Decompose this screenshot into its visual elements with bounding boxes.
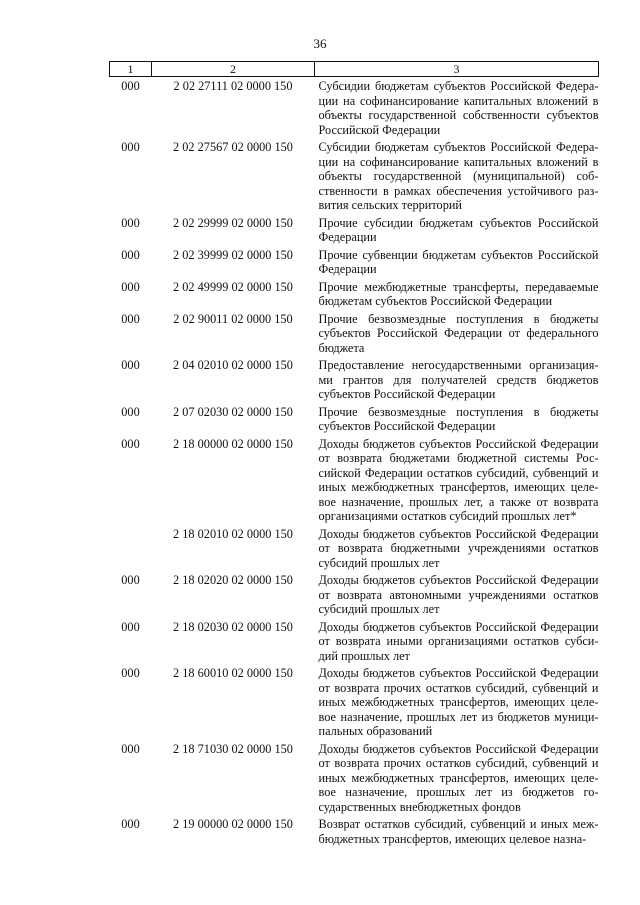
- revenue-name-cell: Субсидии бюджетам субъектов Российской Федера-ции на софинансирование капитальных вложений в объекты государственной собственности субъектов Российской Федерации: [318, 79, 599, 137]
- table-row: [110, 140, 599, 216]
- page-number: 36: [313, 36, 327, 51]
- admin-code-cell: 000: [121, 404, 140, 419]
- table-row: [110, 216, 599, 248]
- budget-code-cell: 2 02 29999 02 0000 150: [173, 215, 293, 230]
- budget-code-cell: 2 18 60010 02 0000 150: [173, 666, 293, 680]
- admin-code-cell: 000: [121, 817, 140, 831]
- revenue-name-cell: Прочие безвозмездные поступления в бюджеты субъектов Российской Федерации: [318, 404, 599, 433]
- table-header-row: [110, 62, 599, 77]
- revenue-name-cell: Субсидии бюджетам субъектов Российской Федера-ции на софинансирование капитальных вложений в объекты государственной (муниципальной) соб-ственности в рамках обеспечения устойчивого раз-вития сельских территорий: [318, 140, 599, 212]
- revenue-name-cell: Доходы бюджетов субъектов Российской Федерации от возврата автономными учреждениями остатков субсидий прошлых лет: [318, 573, 599, 616]
- revenue-name-cell: Прочие безвозмездные поступления в бюджеты субъектов Российской Федерации от федерального бюджета: [318, 311, 599, 355]
- budget-code-cell: 2 18 02020 02 0000 150: [173, 573, 293, 587]
- table-row: [110, 280, 599, 312]
- admin-code-cell: 000: [121, 666, 140, 680]
- budget-code-cell: 2 02 39999 02 0000 150: [173, 247, 293, 262]
- table-row: [110, 405, 599, 437]
- table-row: [110, 527, 599, 574]
- column-header-3: 3: [315, 62, 599, 77]
- admin-code-cell: 000: [121, 436, 140, 451]
- revenue-name-cell: Доходы бюджетов субъектов Российской Федерации от возврата прочих остатков субсидий, субвенций и иных межбюджетных трансфертов, имеющих целе-вое назначение, прошлых лет из бюджетов муници-пальных образований: [318, 666, 599, 738]
- budget-code-cell: 2 18 00000 02 0000 150: [173, 436, 293, 451]
- revenue-name-cell: Предоставление негосударственными организация-ми грантов для получателей средств бюджетов субъектов Российской Федерации: [318, 358, 599, 401]
- budget-code-cell: 2 18 02010 02 0000 150: [173, 526, 293, 541]
- budget-code-cell: 2 18 02030 02 0000 150: [173, 619, 293, 634]
- table-row: [110, 817, 599, 849]
- admin-code-cell: 000: [121, 247, 140, 262]
- table-row: [110, 77, 599, 141]
- budget-code-cell: 2 18 71030 02 0000 150: [173, 741, 293, 756]
- table-row: [110, 312, 599, 359]
- admin-code-cell: 000: [121, 279, 140, 294]
- table-row: [110, 742, 599, 818]
- table-row: [110, 666, 599, 742]
- admin-code-cell: 000: [121, 140, 140, 154]
- revenue-name-cell: Возврат остатков субсидий, субвенций и иных меж-бюджетных трансфертов, имеющих целевое назна-: [318, 817, 599, 846]
- revenue-name-cell: Доходы бюджетов субъектов Российской Федерации от возврата иными организациями остатков субси-дий прошлых лет: [318, 619, 599, 663]
- admin-code-cell: 000: [121, 573, 140, 587]
- budget-code-cell: 2 02 27567 02 0000 150: [173, 140, 293, 154]
- admin-code-cell: 000: [121, 311, 140, 326]
- table-row: [110, 248, 599, 280]
- admin-code-cell: [110, 527, 152, 574]
- admin-code-cell: 000: [121, 79, 140, 93]
- admin-code-cell: 000: [121, 215, 140, 230]
- budget-code-cell: 2 02 27111 02 0000 150: [173, 79, 293, 93]
- budget-code-cell: 2 19 00000 02 0000 150: [173, 817, 293, 831]
- table-row: [110, 573, 599, 620]
- budget-code-cell: 2 02 90011 02 0000 150: [173, 311, 293, 326]
- revenue-name-cell: Доходы бюджетов субъектов Российской Федерации от возврата бюджетами бюджетной системы Рос-сийской Федерации остатков субсидий, субвенций и иных межбюджетных трансфертов, имеющих целе-вое назначение, прошлых лет, а также от возврата организациями остатков субсидий прошлых лет*: [318, 436, 599, 523]
- revenue-name-cell: Доходы бюджетов субъектов Российской Федерации от возврата бюджетными учреждениями остатков субсидий прошлых лет: [318, 526, 599, 570]
- table-row: [110, 437, 599, 527]
- table-row: [110, 358, 599, 405]
- table-row: [110, 620, 599, 667]
- column-header-1: 1: [110, 62, 152, 77]
- admin-code-cell: 000: [121, 741, 140, 756]
- revenue-name-cell: Прочие субсидии бюджетам субъектов Российской Федерации: [318, 215, 599, 244]
- admin-code-cell: 000: [121, 358, 140, 372]
- column-header-2: 2: [152, 62, 315, 77]
- revenue-name-cell: Прочие межбюджетные трансферты, передаваемые бюджетам субъектов Российской Федерации: [318, 279, 599, 308]
- budget-code-cell: 2 04 02010 02 0000 150: [173, 358, 293, 372]
- revenue-name-cell: Доходы бюджетов субъектов Российской Федерации от возврата прочих остатков субсидий, субвенций и иных межбюджетных трансфертов, имеющих целе-вое назначение, прошлых лет из бюджетов го-сударственных внебюджетных фондов: [318, 741, 599, 814]
- revenue-name-cell: Прочие субвенции бюджетам субъектов Российской Федерации: [318, 247, 599, 276]
- budget-code-cell: 2 07 02030 02 0000 150: [173, 404, 293, 419]
- revenue-codes-table: [109, 61, 599, 849]
- budget-code-cell: 2 02 49999 02 0000 150: [173, 279, 293, 294]
- admin-code-cell: 000: [121, 619, 140, 634]
- table-body: [110, 77, 599, 850]
